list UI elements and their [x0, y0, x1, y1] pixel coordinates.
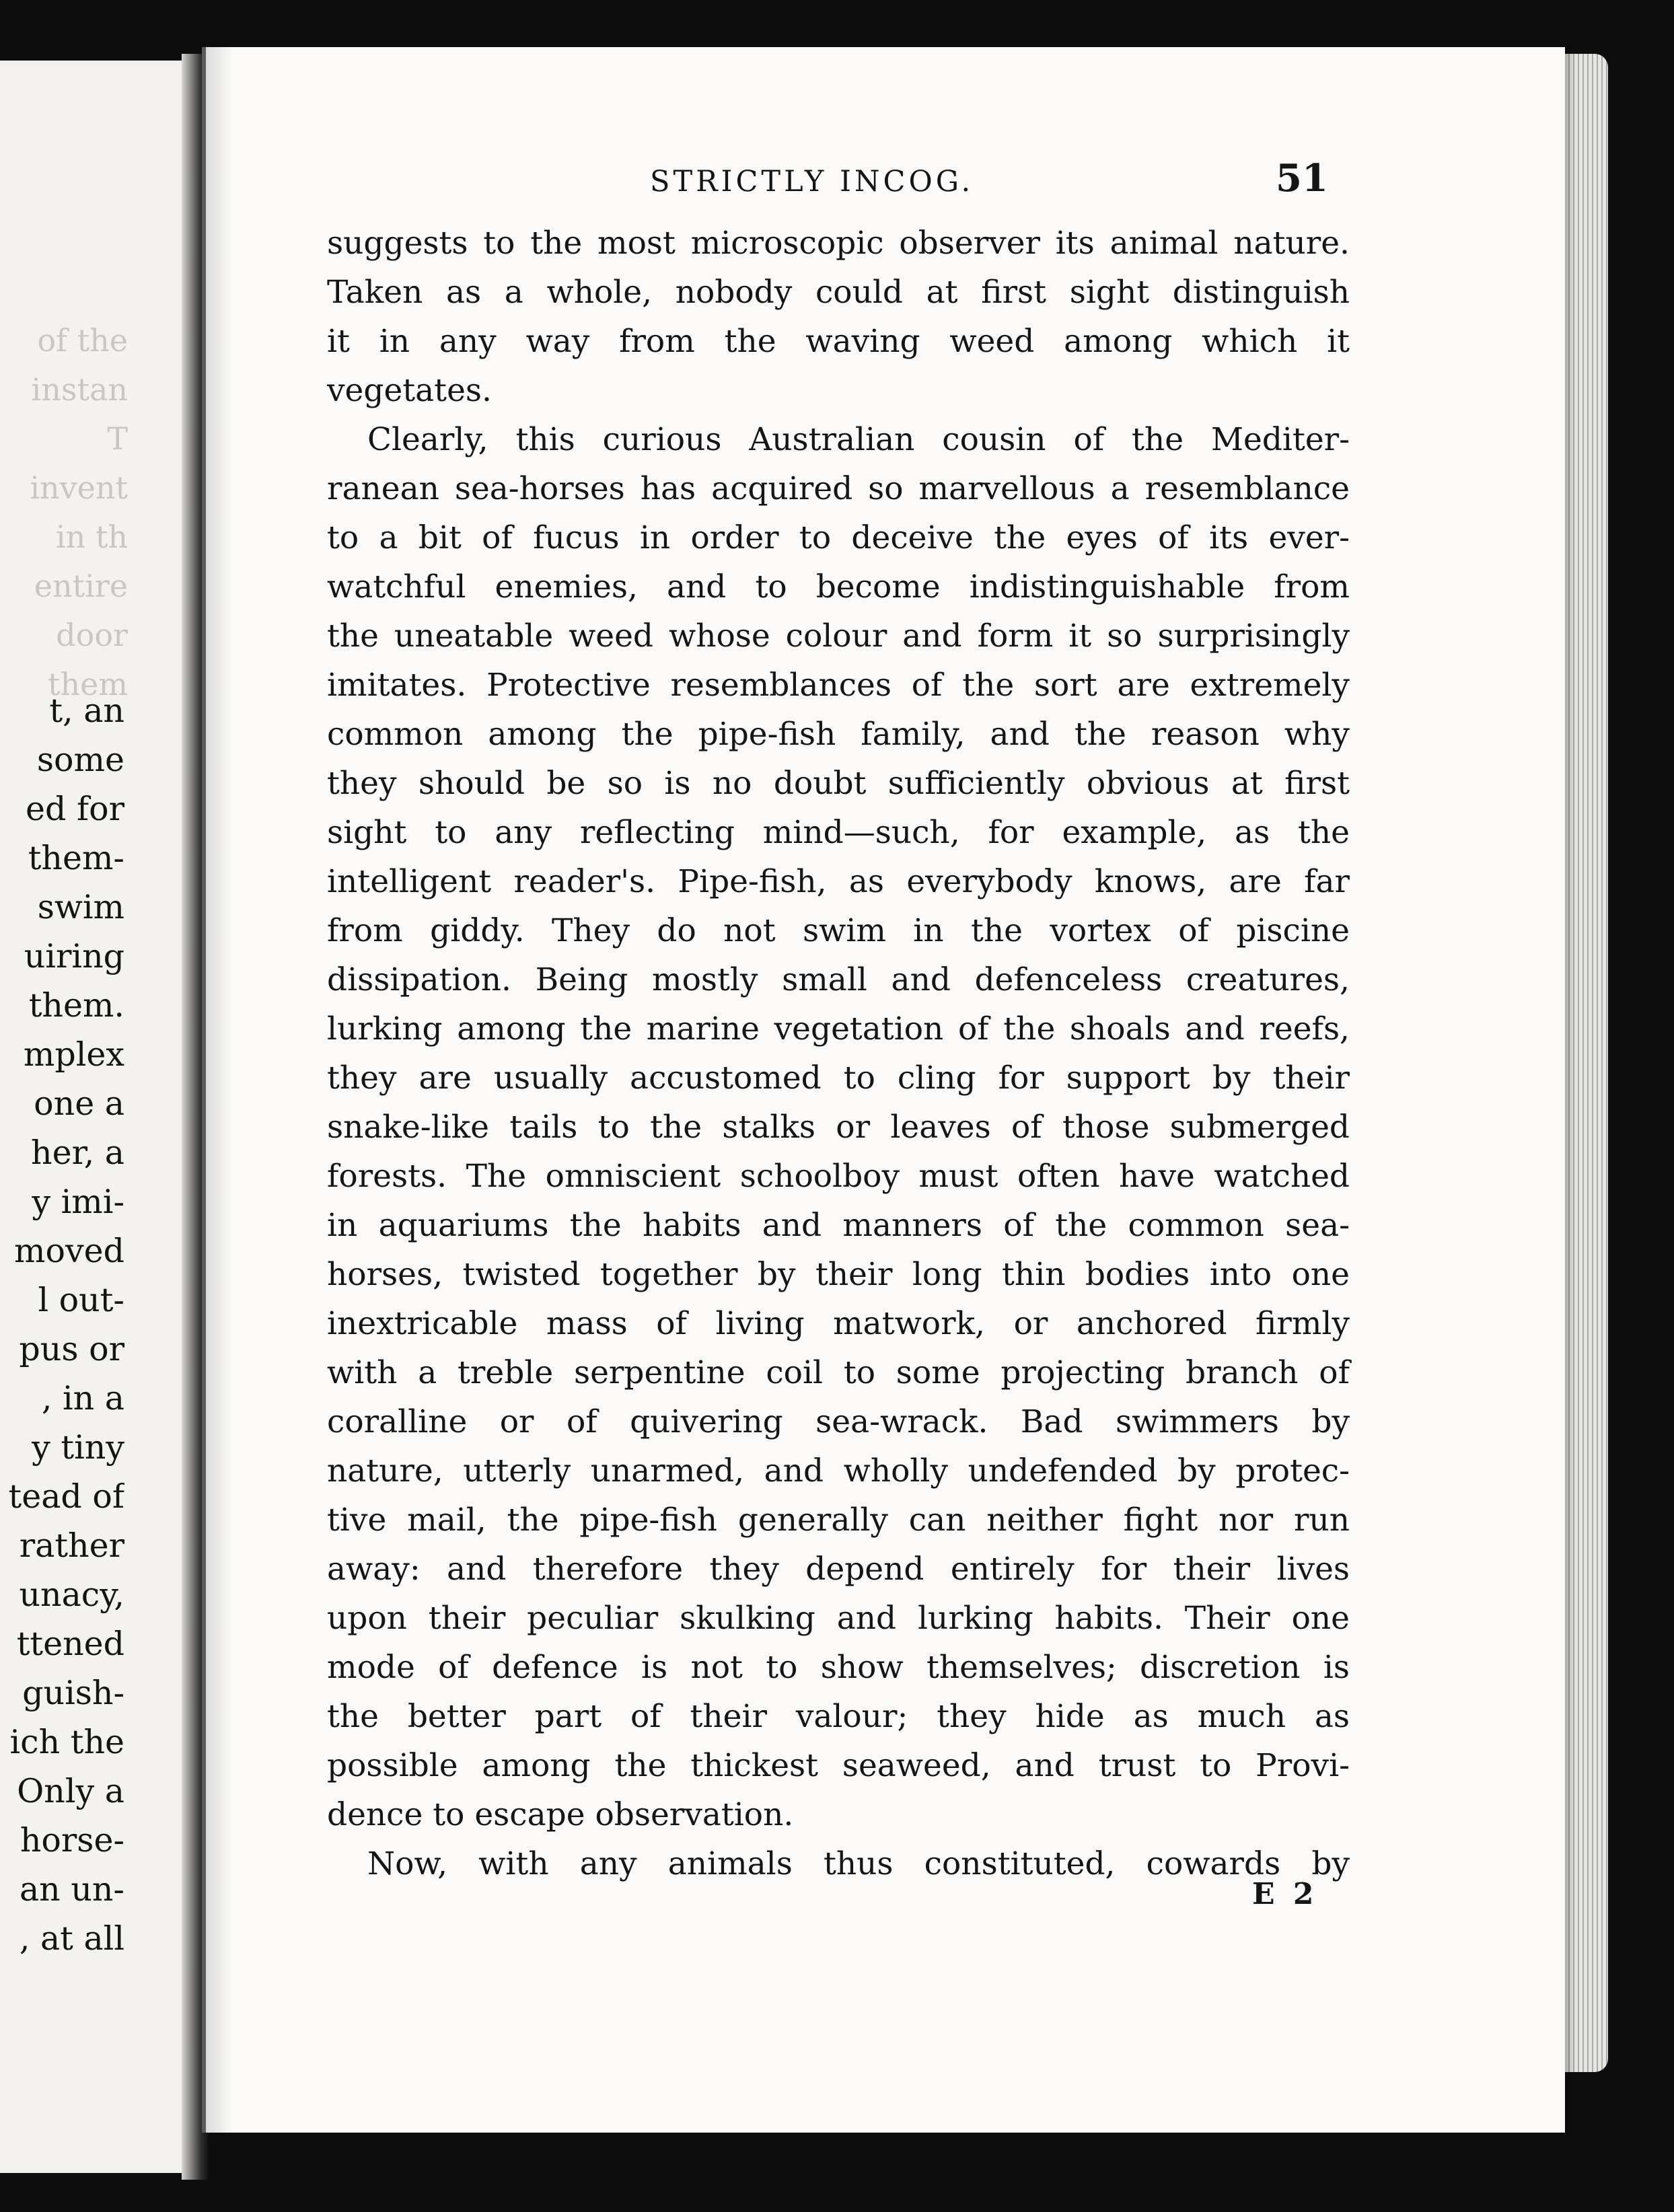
- text-line: sight to any reflecting mind—such, for example, as the: [327, 814, 1350, 851]
- text-line: imitates. Protective resemblances of the sort are extremely: [327, 667, 1350, 704]
- left-line: Only a: [17, 1772, 124, 1810]
- left-line: y tiny: [32, 1428, 124, 1467]
- left-line: , in a: [41, 1379, 124, 1417]
- text-line: Now, with any animals thus constituted, cowards by: [367, 1845, 1350, 1882]
- gutter-shadow: [206, 47, 233, 2133]
- text-line: vegetates.: [327, 372, 492, 409]
- right-page: [202, 47, 1565, 2133]
- text-line: tive mail, the pipe-fish generally can neither fight nor run: [327, 1502, 1350, 1539]
- left-faint-line: them: [48, 666, 128, 702]
- left-faint-line: T: [107, 420, 128, 457]
- text-line: to a bit of fucus in order to deceive the eyes of its ever-: [327, 519, 1350, 556]
- left-line: uiring: [24, 937, 124, 975]
- text-line: away: and therefore they depend entirely for their lives: [327, 1551, 1350, 1588]
- left-line: unacy,: [19, 1576, 124, 1614]
- left-faint-line: in th: [55, 519, 128, 555]
- text-line: the uneatable weed whose colour and form it so surprisingly: [327, 618, 1350, 655]
- text-line: watchful enemies, and to become indistinguishable from: [327, 568, 1350, 605]
- left-line: moved: [13, 1232, 124, 1270]
- left-line: horse-: [20, 1821, 124, 1859]
- text-line: the better part of their valour; they hide as much as: [327, 1698, 1350, 1735]
- left-line: ttened: [16, 1625, 124, 1663]
- text-line: lurking among the marine vegetation of the shoals and reefs,: [327, 1010, 1350, 1047]
- text-line: ranean sea-horses has acquired so marvellous a resemblance: [327, 470, 1350, 507]
- text-line: dissipation. Being mostly small and defenceless creatures,: [327, 961, 1350, 998]
- left-line: l out-: [38, 1281, 124, 1319]
- text-line: they should be so is no doubt sufficiently obvious at first: [327, 765, 1350, 802]
- left-page: [0, 61, 202, 2173]
- left-line: pus or: [19, 1330, 124, 1368]
- left-line: mplex: [23, 1035, 124, 1074]
- left-faint-line: of the: [37, 322, 128, 359]
- text-line: from giddy. They do not swim in the vortex of piscine: [327, 912, 1350, 949]
- left-line: , at all: [19, 1919, 124, 1958]
- left-line: ed for: [26, 790, 124, 828]
- body-text: [327, 219, 1350, 1888]
- left-line: one a: [34, 1084, 124, 1123]
- text-line: possible among the thickest seaweed, and trust to Provi-: [327, 1747, 1350, 1784]
- text-line: forests. The omniscient schoolboy must often have watched: [327, 1158, 1350, 1195]
- text-line: common among the pipe-fish family, and the reason why: [327, 716, 1350, 753]
- left-page-text: [0, 686, 124, 1963]
- left-line: her, a: [31, 1134, 124, 1172]
- text-line: Taken as a whole, nobody could at first sight distinguish: [327, 274, 1350, 311]
- text-line: it in any way from the waving weed among which it: [327, 323, 1350, 360]
- left-line: ich the: [9, 1723, 124, 1761]
- text-line: with a treble serpentine coil to some projecting branch of: [327, 1354, 1350, 1391]
- left-line: t, an: [49, 692, 124, 730]
- text-line: mode of defence is not to show themselves; discretion is: [327, 1649, 1350, 1686]
- text-line: horses, twisted together by their long thin bodies into one: [327, 1256, 1350, 1293]
- left-line: them-: [28, 839, 124, 877]
- left-line: an un-: [19, 1870, 124, 1909]
- text-line: in aquariums the habits and manners of the common sea-: [327, 1207, 1350, 1244]
- left-faint-line: entire: [34, 568, 128, 604]
- left-line: rather: [19, 1526, 124, 1565]
- left-faint-line: instan: [31, 371, 128, 408]
- text-line: suggests to the most microscopic observer its animal nature.: [327, 225, 1350, 262]
- signature-mark: E 2: [1252, 1877, 1318, 1911]
- text-line: coralline or of quivering sea-wrack. Bad swimmers by: [327, 1403, 1350, 1440]
- text-line: intelligent reader's. Pipe-fish, as everybody knows, are far: [327, 863, 1350, 900]
- left-line: some: [36, 741, 124, 779]
- text-line: dence to escape observation.: [327, 1796, 794, 1833]
- left-faint-line: invent: [30, 470, 128, 506]
- running-head: STRICTLY INCOG.: [650, 165, 974, 198]
- text-line: upon their peculiar skulking and lurking habits. Their one: [327, 1600, 1350, 1637]
- text-line: inextricable mass of living matwork, or anchored firmly: [327, 1305, 1350, 1342]
- page-number: 51: [1276, 156, 1328, 200]
- text-line: they are usually accustomed to cling for support by their: [327, 1060, 1350, 1097]
- left-line: y imi-: [32, 1183, 124, 1221]
- left-line: swim: [37, 888, 124, 926]
- left-line: them.: [28, 986, 124, 1025]
- text-line: nature, utterly unarmed, and wholly undefended by protec-: [327, 1452, 1350, 1489]
- text-line: snake-like tails to the stalks or leaves of those submerged: [327, 1109, 1350, 1146]
- left-line: guish-: [22, 1674, 124, 1712]
- left-line: tead of: [8, 1477, 124, 1516]
- left-page-faint-text: [7, 316, 128, 709]
- text-line: Clearly, this curious Australian cousin of the Mediter-: [367, 421, 1350, 458]
- left-faint-line: door: [56, 617, 128, 653]
